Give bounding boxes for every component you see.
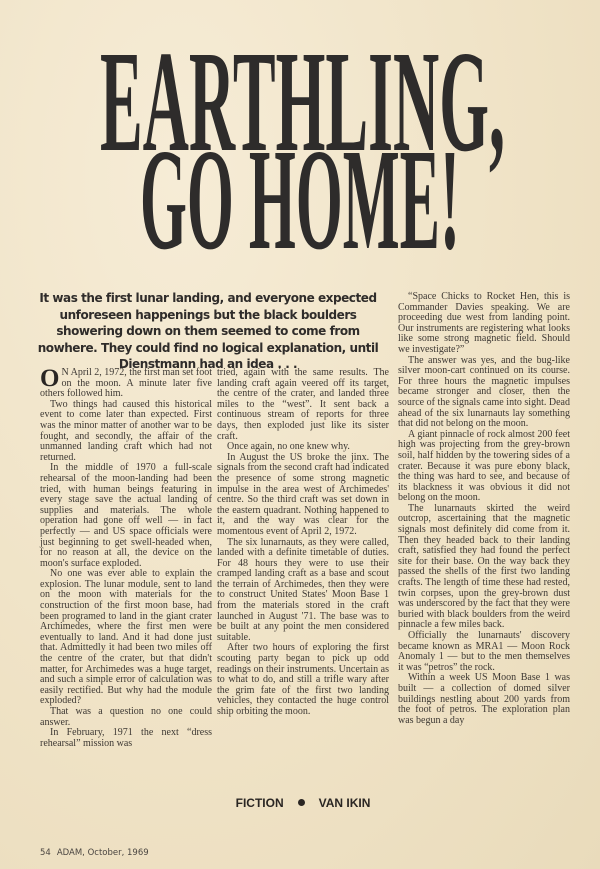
paragraph-text: N April 2, 1972, the first man set foot on the moon. A minute later five others followed him. — [40, 367, 212, 400]
paragraph: In August the US broke the jinx. The signals from the second craft had indicated the presence of some strong magnetic impulse in the area west of Archimedes' centre. So the third craft was set down in the eastern quadrant. Nothing happened to it, and the way was clear for the momentous event of April 2, 1972. — [217, 451, 389, 537]
author-name: VAN IKIN — [318, 796, 371, 810]
publication-info: ADAM, October, 1969 — [56, 848, 149, 858]
page-footer — [40, 848, 155, 858]
drop-cap: O — [40, 365, 60, 392]
section-label: FICTION — [235, 796, 284, 810]
paragraph: After two hours of exploring the first scouting party began to pick up odd readings on their instruments. Uncertain as to what to do, and still a trifle wary after the grim fate of the first two landing vehicles, they contacted the huge control ship orbiting the moon. — [217, 642, 389, 717]
article-column-2 — [217, 368, 389, 718]
byline — [217, 796, 389, 810]
paragraph: The answer was yes, and the bug-like silver moon-cart continued on its course. For three hours the magnetic impulses became stronger and closer, then the source of the signals came into sight. Dead ahead of the six lunarnauts lay something that did not belong on the moon. — [398, 354, 570, 430]
bullet-icon — [298, 799, 305, 806]
paragraph: “Space Chicks to Rocket Hen, this is Commander Davies speaking. We are proceeding due west from landing point. Our instruments are registering what looks like some strong magnetic field. Should we investigate?” — [398, 291, 570, 355]
paragraph: The six lunarnauts, as they were called, landed with a definite timetable of duties. For 48 hours they were to use their cramped landing craft as a base and scout the terrain of Archimedes, then they were to construct United States' Moon Base 1 from the materials stored in the craft launched in August '71. The base was to be built at any point the men considered suitable. — [217, 536, 389, 643]
paragraph: Two things had caused this historical event to come later than expected. First was the minor matter of another war to be fought, and secondly, the affair of the unmanned landing craft which had not returned. — [40, 398, 212, 463]
paragraph: Within a week US Moon Base 1 was built — a collection of domed silver buildings nestling about 200 yards from the foot of petros. The exploration plan was begun a day — [398, 672, 570, 726]
paragraph: A giant pinnacle of rock almost 200 feet high was projecting from the grey-brown soil, half hidden by the towering sides of a crater. Because it was pure ebony black, the thing was hard to see, and because of its blackness it was obvious it did not belong on the moon. — [398, 428, 570, 504]
paragraph: The lunarnauts skirted the weird outcrop, ascertaining that the magnetic signals most definitely did come from it. Then they headed back to their landing craft, satisfied they had found the perfect site for their base. On the way back they passed the shells of the first two landing crafts. The length of time these had rested, twin corpses, upon the grey-brown dust was underscored by the fact that they were buried with black boulders from the weird pinnacle a few miles back. — [398, 502, 570, 631]
paragraph: Once again, no one knew why. — [227, 441, 350, 453]
standfirst: It was the first lunar landing, and everyone expected unforeseen happenings but the black boulders showering down on them seemed to come from nowhere. They could find no logical explanation, until Dienstmann had an idea . . . — [37, 291, 379, 371]
article-column-3 — [398, 292, 570, 726]
paragraph: In February, 1971 the next “dress rehearsal” mission was — [40, 727, 212, 749]
paragraph: No one was ever able to explain the explosion. The lunar module, sent to land on the moon with materials for the construction of the first moon base, had been programed to land in the giant crater Archimedes, where the first men were eventually to land. And it had done just that. Admittedly it had been two miles off the centre of the crater, but that didn't matter, for Archimedes was a huge target, and such a simple error of calculation was easily rectified. But why had the module exploded? — [40, 568, 212, 707]
paragraph: In the middle of 1970 a full-scale rehearsal of the moon-landing had been tried, with human beings featuring in every stage save the actual landing of supplies and materials. The whole operation had gone off well — in fact perfectly — and US space officials were just beginning to get swell-headed when, for no reason at all, the device on the moon's surface exploded. — [40, 462, 212, 569]
page-number: 54 — [40, 848, 51, 858]
paragraph — [40, 365, 212, 400]
headline-line-1: EARTHLING, — [100, 22, 505, 182]
paragraph: Officially the lunarnauts' discovery became known as MRA1 — Moon Rock Anomaly 1 — but to the men themselves it was “petros” the rock. — [398, 630, 570, 673]
headline-line-2: GO HOME! — [140, 120, 460, 270]
headline — [0, 0, 600, 270]
paragraph: That was a question no one could answer. — [40, 706, 212, 728]
paragraph: tried, again with the same results. The landing craft again veered off its target, the centre of the crater, and landed three miles to the “west”. It sent back a continuous stream of reports for three days, then exploded just like its sister craft. — [217, 367, 389, 442]
article-column-1 — [40, 365, 212, 749]
